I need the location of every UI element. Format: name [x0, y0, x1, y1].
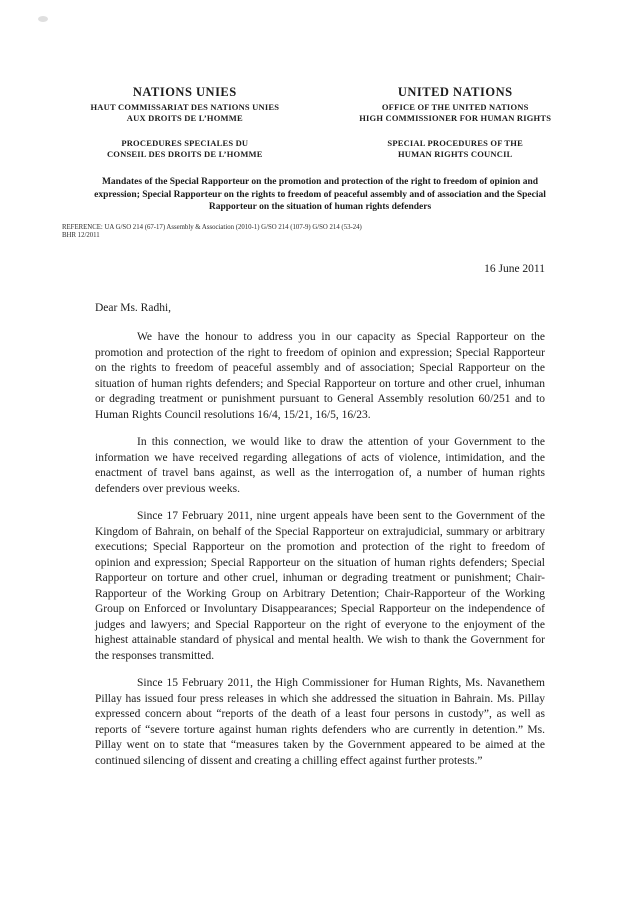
reference-line1: REFERENCE: UA G/SO 214 (67-17) Assembly & Association (2010-1) G/SO 214 (107-9) G/SO 214 (53-24): [62, 223, 362, 231]
org-subtitle-english-line1: OFFICE OF THE UNITED NATIONS: [381, 102, 529, 112]
org-title-english: UNITED NATIONS: [397, 85, 513, 99]
paragraph-2: In this connection, we would like to draw the attention of your Government to the information we have received regarding allegations of acts of violence, intimidation, and the enactment of travel bans against, as well as the interrogation of, a number of human rights defenders over previous weeks.: [95, 436, 545, 495]
paragraph-4: Since 15 February 2011, the High Commissioner for Human Rights, Ms. Navanethem Pillay has issued four press releases in which she addressed the situation in Bahrain. Ms. Pillay expressed concern about “reports of the death of a least four persons in custody”, as well as reports of “severe torture against human rights defenders who are currently in detention.” Ms. Pillay went on to state that “measures taken by the Government appeared to be aimed at the continued silencing of dissent and creating a chilling effect against further protests.”: [95, 677, 545, 767]
procedures-french-line2: CONSEIL DES DROITS DE L’HOMME: [106, 149, 263, 159]
scan-artifact: [38, 16, 48, 22]
org-subtitle-french-line1: HAUT COMMISSARIAT DES NATIONS UNIES: [90, 102, 280, 112]
reference-block: [62, 224, 580, 241]
reference-line2: BHR 12/2011: [62, 232, 100, 239]
procedures-english-line2: HUMAN RIGHTS COUNCIL: [397, 149, 513, 159]
procedures-french-line1: PROCEDURES SPECIALES DU: [121, 138, 249, 148]
org-subtitle-french-line2: AUX DROITS DE L’HOMME: [126, 113, 243, 123]
paragraph-1: We have the honour to address you in our capacity as Special Rapporteur on the promotion and protection of the right to freedom of opinion and expression; Special Rapporteur on the rights to freedom of peaceful assembly and of association; Special Rapporteur on the situation of human rights defenders; and Special Rapporteur on torture and other cruel, inhuman or degrading treatment or punishment pursuant to General Assembly resolution 60/251 and to Human Rights Council resolutions 16/4, 15/21, 16/5, 16/23.: [95, 331, 545, 421]
procedures-english-line1: SPECIAL PROCEDURES OF THE: [387, 138, 523, 148]
letterhead-french: [60, 85, 310, 160]
paragraph-3: Since 17 February 2011, nine urgent appeals have been sent to the Government of the Kingdom of Bahrain, on behalf of the Special Rapporteur on extrajudicial, summary or arbitrary executions; Special Rapporteur on the promotion and protection of the right to freedom of opinion and expression; Special Rapporteur on the situation of human rights defenders; Special Rapporteur on torture and other cruel, inhuman or degrading treatment or punishment; Chair-Rapporteur of the Working Group on Arbitrary Detention; Chair-Rapporteur of the Working Group on Enforced or Involuntary Disappearances; Special Rapporteur on the independence of judges and lawyers; and Special Rapporteur on the right of everyone to the enjoyment of the highest attainable standard of physical and mental health. We wish to thank the Government for the responses transmitted.: [95, 510, 545, 662]
letterhead: [60, 85, 580, 160]
letter-body: [95, 301, 545, 770]
salutation: Dear Ms. Radhi,: [95, 301, 172, 314]
letterhead-english: [330, 85, 580, 160]
letter-date: 16 June 2011: [484, 262, 545, 275]
mandates-statement: Mandates of the Special Rapporteur on the promotion and protection of the right to freedom of opinion and expression; Special Rapporteur on the rights to freedom of peaceful assembly and of association and the Special Rapporteur on the situation of human rights defenders: [94, 177, 546, 212]
org-title-french: NATIONS UNIES: [132, 85, 237, 99]
org-subtitle-english-line2: HIGH COMMISSIONER FOR HUMAN RIGHTS: [359, 113, 552, 123]
